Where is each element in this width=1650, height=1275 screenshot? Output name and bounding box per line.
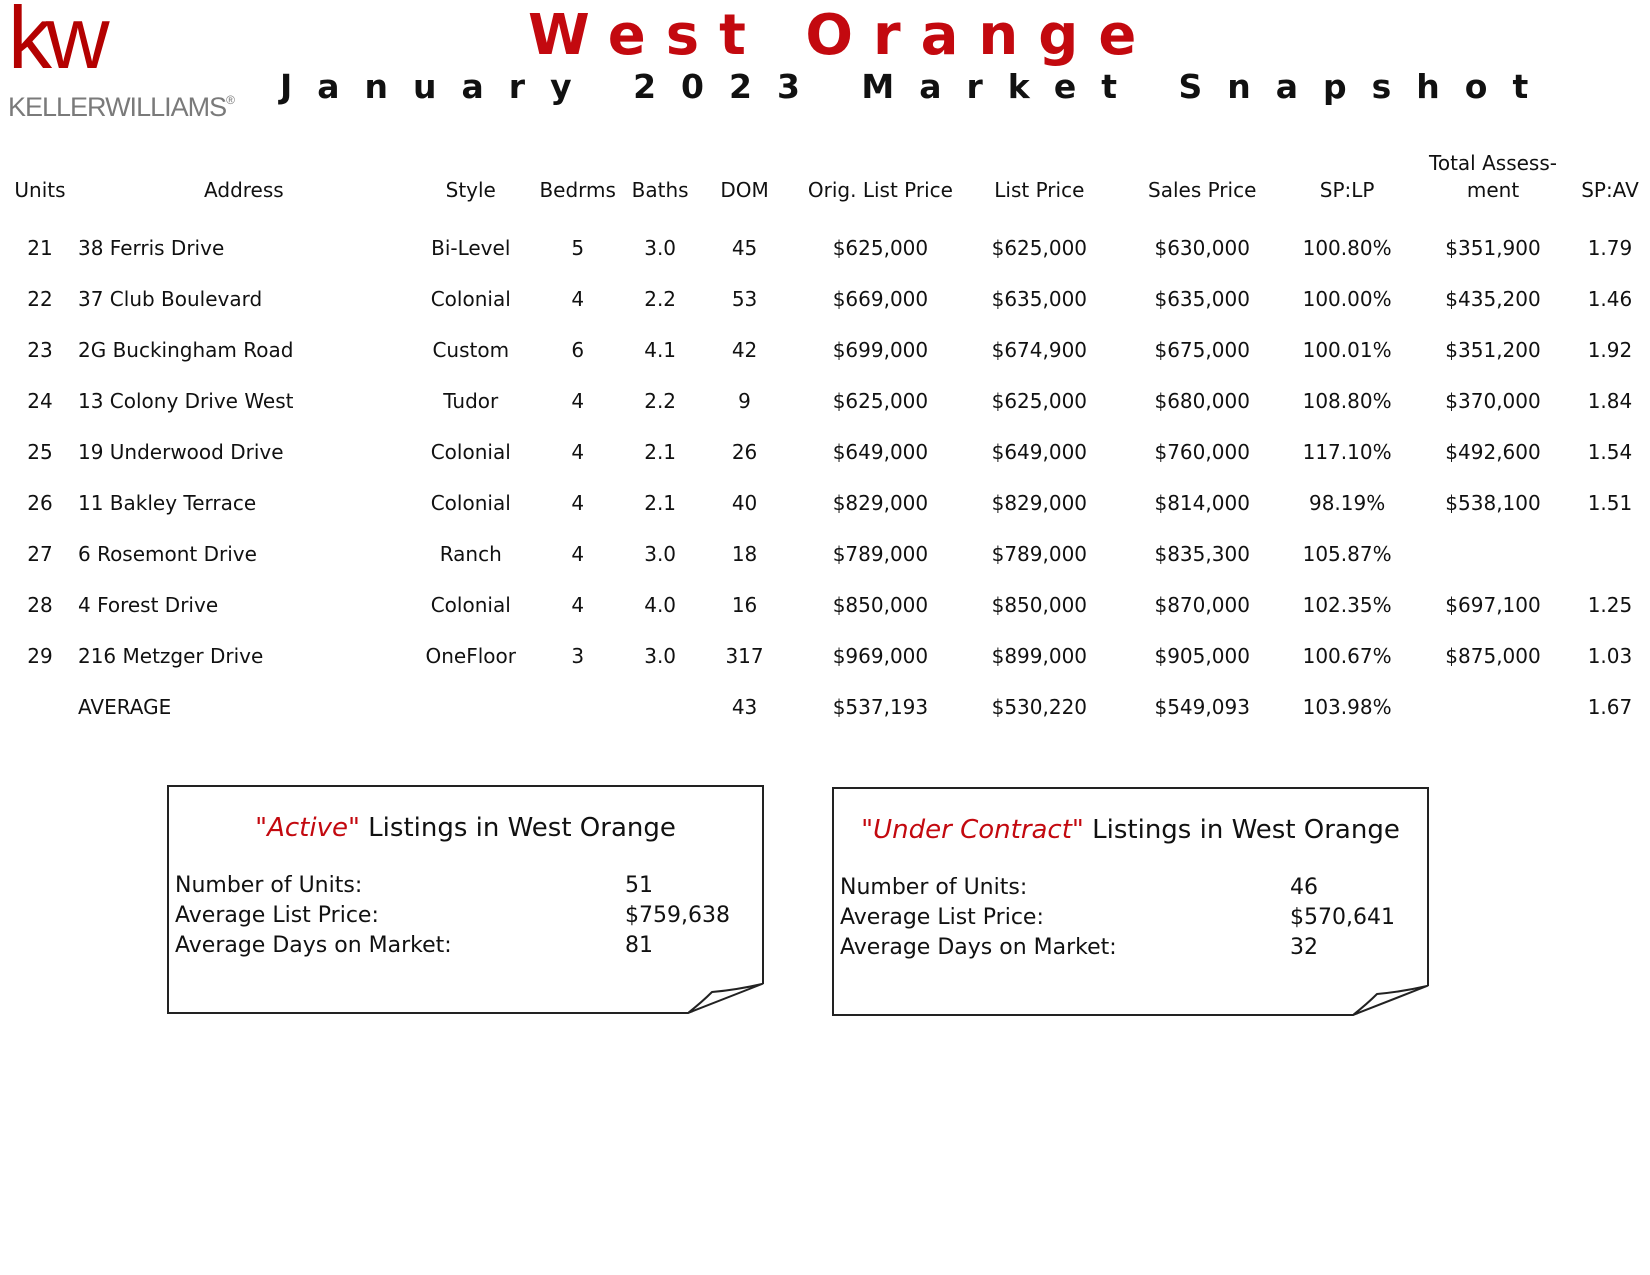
table-row [10,528,1642,579]
cell-sales-price: $675,000 [1154,337,1250,362]
cell-address: 216 Metzger Drive [77,643,264,668]
cell-dom: 317 [725,643,764,668]
cell-style: Tudor [443,388,499,413]
cell-style: OneFloor [425,643,516,668]
cell-baths: 2.2 [644,388,677,413]
active-card-title-rest: Listings in West Orange [359,813,676,843]
cell-style: Colonial [430,286,511,311]
table-row [10,222,1642,273]
active-units-label: Number of Units: [175,873,363,898]
active-avg-list-price-label: Average List Price: [175,903,379,928]
page-title: West Orange [528,3,1157,68]
cell-bedrms: 4 [571,439,585,464]
cell-sp-av: 1.46 [1587,286,1633,311]
cell-sales-price: $635,000 [1154,286,1250,311]
cell-sp-lp: 100.00% [1302,286,1392,311]
active-avg-dom-value: 81 [625,933,653,958]
contract-card-title-rest: Listings in West Orange [1083,815,1400,845]
avg-cell-empty [632,681,689,732]
cell-bedrms: 5 [571,235,585,260]
cell-baths: 4.0 [644,592,677,617]
avg-dom: 43 [731,694,758,719]
cell-bedrms: 3 [571,643,585,668]
cell-dom: 53 [731,286,758,311]
cell-list-price: $635,000 [991,286,1088,311]
contract-avg-list-price-value: $570,641 [1290,905,1395,930]
sales-table [10,150,1642,732]
kw-logo-name-rest: WILLIAMS [105,92,227,122]
cell-bedrms: 4 [571,490,585,515]
cell-total-assessment: $351,200 [1445,337,1541,362]
col-header-style: Style [445,178,496,202]
avg-list-price: $530,220 [991,694,1088,719]
cell-address: 6 Rosemont Drive [77,541,257,566]
cell-address: 38 Ferris Drive [77,235,225,260]
cell-orig-list-price: $669,000 [832,286,929,311]
cell-baths: 2.1 [644,439,677,464]
active-units-value: 51 [625,873,653,898]
cell-style: Custom [432,337,510,362]
cell-list-price: $899,000 [991,643,1088,668]
cell-list-price: $829,000 [991,490,1088,515]
kw-logo-name-bold: KELLER [8,92,106,122]
cell-sp-lp: 98.19% [1308,490,1386,515]
cell-bedrms: 6 [571,337,585,362]
cell-sp-av: 1.84 [1587,388,1633,413]
cell-sp-lp: 100.01% [1302,337,1392,362]
cell-unit: 22 [27,286,53,311]
active-avg-dom-label: Average Days on Market: [175,933,452,958]
cell-unit: 23 [27,337,53,362]
page-curl-icon [688,982,764,1014]
cell-baths: 2.1 [644,490,677,515]
cell-baths: 2.2 [644,286,677,311]
col-header-total-assess-line2: ment [1466,178,1520,202]
cell-baths: 4.1 [644,337,677,362]
active-card-row [175,933,653,958]
cell-sp-av: 1.54 [1587,439,1633,464]
cell-total-assessment: $697,100 [1445,592,1541,617]
kw-logo-wordmark [8,94,234,121]
cell-orig-list-price: $969,000 [832,643,929,668]
cell-orig-list-price: $850,000 [832,592,929,617]
cell-baths: 3.0 [644,235,677,260]
cell-style: Bi-Level [431,235,511,260]
cell-sp-av: 1.03 [1587,643,1633,668]
cell-orig-list-price: $625,000 [832,235,929,260]
avg-sales-price: $549,093 [1154,694,1250,719]
cell-unit: 28 [27,592,53,617]
cell-sales-price: $905,000 [1154,643,1250,668]
kw-logo-mark: kw [8,0,104,87]
active-card-row [175,873,653,898]
col-header-sales-price: Sales Price [1148,178,1257,202]
active-card-title [169,813,762,843]
col-header-dom: DOM [720,178,769,202]
col-header-total-assessment [1408,150,1578,222]
cell-total-assessment: $435,200 [1445,286,1541,311]
keller-williams-logo [8,0,238,126]
cell-bedrms: 4 [571,592,585,617]
cell-unit: 25 [27,439,53,464]
cell-dom: 42 [731,337,758,362]
cell-style: Colonial [430,490,511,515]
contract-card-row [840,935,1318,960]
cell-sales-price: $630,000 [1154,235,1250,260]
cell-sp-av: 1.79 [1587,235,1633,260]
cell-baths: 3.0 [644,643,677,668]
cell-orig-list-price: $649,000 [832,439,929,464]
contract-avg-dom-label: Average Days on Market: [840,935,1117,960]
table-header-row [10,150,1642,222]
cell-unit: 29 [27,643,53,668]
table-row [10,273,1642,324]
cell-unit: 21 [27,235,53,260]
cell-sp-lp: 108.80% [1302,388,1392,413]
col-header-address: Address [204,178,284,202]
cell-dom: 16 [731,592,758,617]
cell-style: Colonial [430,592,511,617]
contract-card-row [840,905,1395,930]
cell-sales-price: $870,000 [1154,592,1250,617]
under-contract-listings-card [832,787,1429,1016]
cell-bedrms: 4 [571,541,585,566]
active-card-title-highlight: "Active" [255,813,360,843]
cell-orig-list-price: $625,000 [832,388,929,413]
contract-units-value: 46 [1290,875,1318,900]
contract-card-title [834,815,1427,845]
col-header-sp-lp: SP:LP [1319,178,1375,202]
cell-bedrms: 4 [571,286,585,311]
cell-total-assessment: $875,000 [1445,643,1541,668]
avg-cell-empty [524,681,632,732]
cell-total-assessment: $492,600 [1445,439,1541,464]
avg-cell-empty [10,681,70,732]
avg-sp-lp: 103.98% [1302,694,1392,719]
active-avg-list-price-value: $759,638 [625,903,730,928]
table-row [10,426,1642,477]
avg-cell-empty [418,681,524,732]
cell-unit: 24 [27,388,53,413]
cell-address: 11 Bakley Terrace [77,490,257,515]
cell-list-price: $625,000 [991,235,1088,260]
cell-sp-av: 1.25 [1587,592,1633,617]
cell-orig-list-price: $789,000 [832,541,929,566]
cell-style: Colonial [430,439,511,464]
cell-sp-av [1578,528,1642,579]
avg-sp-av: 1.67 [1587,694,1633,719]
col-header-list-price: List Price [994,178,1085,202]
contract-avg-dom-value: 32 [1290,935,1318,960]
cell-orig-list-price: $829,000 [832,490,929,515]
cell-dom: 26 [731,439,758,464]
col-header-total-assess-line1: Total Assess- [1429,151,1557,175]
cell-dom: 40 [731,490,758,515]
table-row [10,324,1642,375]
cell-sp-lp: 105.87% [1302,541,1392,566]
cell-sales-price: $814,000 [1154,490,1250,515]
contract-avg-list-price-label: Average List Price: [840,905,1044,930]
cell-unit: 27 [27,541,53,566]
contract-card-title-highlight: "Under Contract" [861,815,1084,845]
cell-dom: 18 [731,541,758,566]
cell-sp-av: 1.51 [1587,490,1633,515]
col-header-orig-list-price: Orig. List Price [807,178,953,202]
cell-address: 4 Forest Drive [77,592,219,617]
cell-sp-lp: 100.80% [1302,235,1392,260]
cell-dom: 9 [738,388,751,413]
kw-logo-registered: ® [226,93,234,107]
col-header-bedrms: Bedrms [539,178,616,202]
table-row [10,579,1642,630]
cell-list-price: $674,900 [991,337,1088,362]
table-row [10,630,1642,681]
cell-list-price: $625,000 [991,388,1088,413]
avg-orig-list-price: $537,193 [832,694,929,719]
cell-orig-list-price: $699,000 [832,337,929,362]
cell-sales-price: $760,000 [1154,439,1250,464]
cell-address: 2G Buckingham Road [77,337,294,362]
cell-sp-lp: 117.10% [1302,439,1392,464]
table-row [10,477,1642,528]
col-header-units: Units [14,178,66,202]
col-header-sp-av: SP:AV [1581,178,1639,202]
cell-bedrms: 4 [571,388,585,413]
cell-list-price: $649,000 [991,439,1088,464]
active-listings-card [167,785,764,1014]
contract-card-row [840,875,1318,900]
page-curl-icon [1353,984,1429,1016]
cell-address: 19 Underwood Drive [77,439,284,464]
cell-sp-lp: 102.35% [1302,592,1392,617]
cell-total-assessment [1408,528,1578,579]
cell-sp-lp: 100.67% [1302,643,1392,668]
page-subtitle: January 2023 Market Snapshot [280,67,1554,106]
cell-style: Ranch [439,541,502,566]
table-body [10,222,1642,732]
cell-total-assessment: $538,100 [1445,490,1541,515]
cell-dom: 45 [731,235,758,260]
cell-sales-price: $835,300 [1154,541,1250,566]
cell-unit: 26 [27,490,53,515]
cell-total-assessment: $351,900 [1445,235,1541,260]
cell-list-price: $850,000 [991,592,1088,617]
avg-label: AVERAGE [77,694,172,719]
cell-sp-av: 1.92 [1587,337,1633,362]
cell-baths: 3.0 [644,541,677,566]
cell-sales-price: $680,000 [1154,388,1250,413]
cell-total-assessment: $370,000 [1445,388,1541,413]
cell-list-price: $789,000 [991,541,1088,566]
col-header-baths: Baths [631,178,689,202]
avg-cell-empty [1408,681,1578,732]
average-row [10,681,1642,732]
active-card-row [175,903,730,928]
cell-address: 37 Club Boulevard [77,286,263,311]
cell-address: 13 Colony Drive West [77,388,294,413]
table-row [10,375,1642,426]
contract-units-label: Number of Units: [840,875,1028,900]
